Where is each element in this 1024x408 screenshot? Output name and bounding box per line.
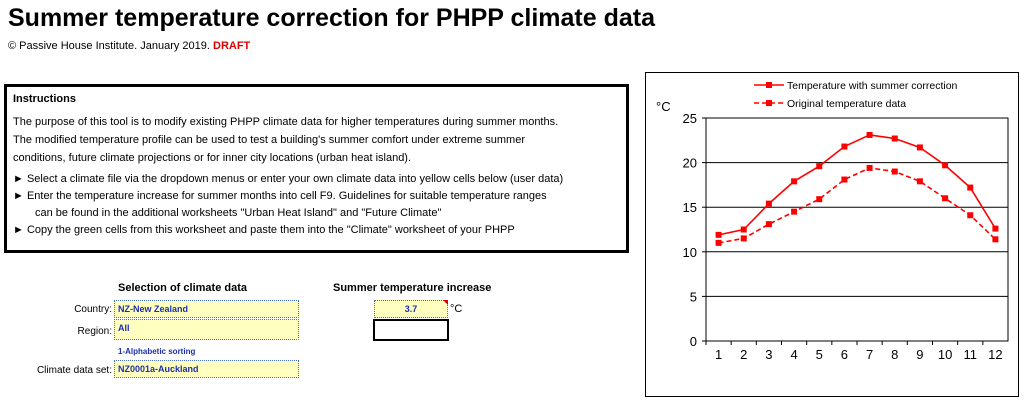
data-point	[917, 178, 923, 184]
data-point	[867, 165, 873, 171]
data-point	[791, 209, 797, 215]
region-select[interactable]: All	[114, 319, 299, 340]
temperature-chart-svg	[646, 73, 1020, 398]
instruction-bullet-3: ► Copy the green cells from this worksheet and paste them into the "Climate" worksheet of your PHPP	[13, 224, 515, 236]
data-point	[892, 136, 898, 142]
copyright-line	[8, 40, 250, 52]
data-point	[716, 240, 722, 246]
legend-marker-1	[766, 82, 772, 88]
data-point	[791, 178, 797, 184]
x-tick-label: 11	[963, 347, 977, 362]
y-axis-label: °C	[656, 99, 671, 114]
x-tick-label: 7	[865, 347, 874, 362]
country-select[interactable]: NZ-New Zealand	[114, 300, 299, 318]
data-point	[992, 236, 998, 242]
x-tick-label: 5	[815, 347, 823, 362]
y-tick-label: 25	[682, 111, 697, 126]
climate-dataset-label: Climate data set:	[36, 365, 112, 376]
instruction-bullet-1: ► Select a climate file via the dropdown menus or enter your own climate data into yellow cells below (user data)	[13, 173, 564, 185]
series-line-1	[719, 135, 996, 235]
data-point	[967, 212, 973, 218]
data-point	[992, 226, 998, 232]
x-tick-label: 12	[988, 347, 1003, 362]
data-point	[917, 144, 923, 150]
data-point	[942, 195, 948, 201]
series-line-2	[719, 168, 996, 243]
x-tick-label: 9	[916, 347, 924, 362]
draft-label: DRAFT	[213, 40, 251, 52]
x-tick-label: 3	[765, 347, 773, 362]
selected-cell[interactable]	[373, 319, 449, 341]
legend-label-2: Original temperature data	[787, 98, 907, 110]
region-label: Region:	[77, 326, 112, 337]
comment-marker	[443, 300, 448, 305]
data-point	[741, 227, 747, 233]
instructions-line-1: The purpose of this tool is to modify existing PHPP climate data for higher temperatures during summer months.	[13, 116, 559, 128]
temperature-chart	[645, 72, 1019, 397]
data-point	[766, 221, 772, 227]
data-point	[741, 235, 747, 241]
instructions-line-2: The modified temperature profile can be used to test a building's summer comfort under extreme summer	[13, 134, 525, 146]
climate-dataset-select[interactable]: NZ0001a-Auckland	[114, 360, 299, 378]
selection-header: Selection of climate data	[118, 282, 247, 294]
summer-increase-input[interactable]: 3.7	[374, 300, 448, 318]
x-tick-label: 4	[790, 347, 798, 362]
legend-marker-2	[766, 100, 772, 106]
data-point	[816, 196, 822, 202]
data-point	[766, 201, 772, 207]
y-tick-label: 10	[682, 244, 697, 260]
y-tick-label: 20	[682, 155, 697, 171]
instructions-line-3: conditions, future climate projections or for inner city locations (urban heat island).	[13, 152, 412, 164]
y-tick-label: 15	[682, 200, 697, 216]
country-label: Country:	[74, 304, 112, 315]
data-point	[892, 169, 898, 175]
instructions-box	[4, 84, 629, 253]
data-point	[967, 185, 973, 191]
data-point	[942, 162, 948, 168]
x-tick-label: 2	[740, 347, 748, 362]
plot-area	[706, 118, 1008, 341]
instructions-title: Instructions	[13, 93, 76, 105]
data-point	[816, 163, 822, 169]
y-tick-label: 5	[689, 289, 697, 305]
data-point	[841, 177, 847, 183]
summer-increase-unit: °C	[450, 303, 463, 315]
copyright-text: © Passive House Institute. January 2019.	[8, 40, 210, 52]
page-title: Summer temperature correction for PHPP climate data	[8, 4, 655, 32]
legend-label-1: Temperature with summer correction	[787, 80, 958, 92]
y-tick-label: 0	[689, 334, 697, 349]
data-point	[841, 144, 847, 150]
instruction-bullet-2-cont: can be found in the additional worksheets "Urban Heat Island" and "Future Climate"	[35, 207, 442, 219]
x-tick-label: 6	[840, 347, 849, 362]
summer-increase-header: Summer temperature increase	[333, 282, 492, 294]
x-tick-label: 10	[937, 347, 953, 362]
sorting-note[interactable]: 1-Alphabetic sorting	[118, 347, 196, 356]
data-point	[867, 132, 873, 138]
x-tick-label: 8	[891, 347, 899, 362]
x-tick-label: 1	[714, 347, 723, 362]
data-point	[716, 232, 722, 238]
instruction-bullet-2: ► Enter the temperature increase for summer months into cell F9. Guidelines for suitable temperature ranges	[13, 190, 547, 202]
